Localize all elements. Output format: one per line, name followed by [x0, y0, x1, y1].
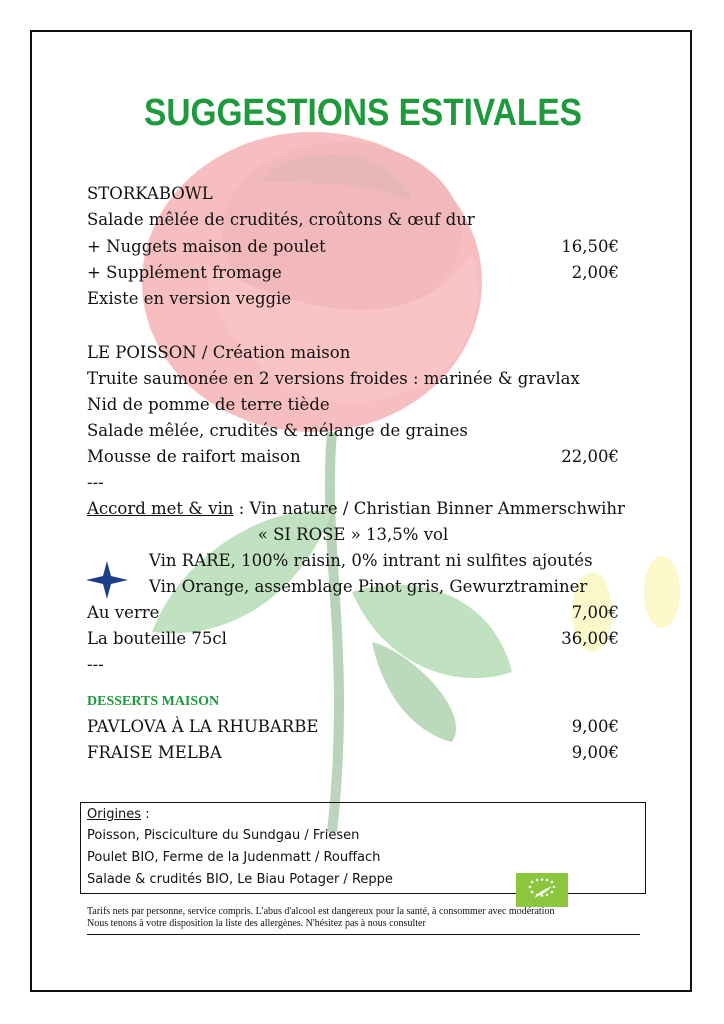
price: 22,00€ [561, 447, 619, 466]
poisson-line-4: Mousse de raifort maison 22,00€ [87, 444, 619, 470]
storkabowl-veggie-note: Existe en version veggie [87, 289, 292, 308]
price: 9,00€ [571, 717, 619, 736]
footer-note-1: Tarifs nets par personne, service compris. L'abus d'alcool est dangereux pour la santé, à consommer avec modération [87, 906, 555, 917]
poisson-line-1: Truite saumonée en 2 versions froides : marinée & gravlax [87, 369, 580, 388]
storkabowl-option-nuggets: + Nuggets maison de poulet 16,50€ [87, 234, 619, 260]
price: 2,00€ [571, 263, 619, 282]
price: 36,00€ [561, 629, 619, 648]
storkabowl-heading: STORKABOWL [87, 184, 213, 203]
origins-line-2: Poulet BIO, Ferme de la Judenmatt / Rouffach [87, 850, 381, 865]
price: 16,50€ [561, 237, 619, 256]
price: 9,00€ [571, 743, 619, 762]
wine-description-1: Vin RARE, 100% raisin, 0% intrant ni sulfites ajoutés [149, 551, 593, 570]
wine-name: « SI ROSE » 13,5% vol [257, 525, 449, 544]
separator: --- [87, 655, 104, 674]
wine-glass: Au verre 7,00€ [87, 600, 619, 626]
separator: --- [87, 473, 104, 492]
wine-bottle: La bouteille 75cl 36,00€ [87, 626, 619, 652]
menu-page [30, 30, 692, 992]
origins-line-3: Salade & crudités BIO, Le Biau Potager / Reppe [87, 872, 393, 887]
accord-label: Accord met & vin [87, 499, 234, 518]
footer-divider [87, 934, 640, 935]
accord-line [87, 496, 625, 522]
desserts-heading: DESSERTS MAISON [87, 694, 220, 709]
origins-line-1: Poisson, Pisciculture du Sundgau / Friesen [87, 828, 360, 843]
origins-heading: Origines : [87, 807, 150, 822]
eu-organic-logo-icon [516, 873, 568, 907]
poisson-line-2: Nid de pomme de terre tiède [87, 395, 330, 414]
storkabowl-option-cheese: + Supplément fromage 2,00€ [87, 260, 619, 286]
poisson-heading: LE POISSON / Création maison [87, 343, 351, 362]
accord-rest: : Vin nature / Christian Binner Ammerschwihr [233, 499, 625, 518]
wine-description-2: Vin Orange, assemblage Pinot gris, Gewurztraminer [149, 577, 588, 596]
dessert-item-pavlova: PAVLOVA À LA RHUBARBE 9,00€ [87, 714, 619, 740]
dessert-item-fraise-melba: FRAISE MELBA 9,00€ [87, 740, 619, 766]
footer-note-2: Nous tenons à votre disposition la liste des allergènes. N'hésitez pas à nous consulter [87, 918, 426, 929]
storkabowl-description: Salade mêlée de crudités, croûtons & œuf dur [87, 210, 475, 229]
poisson-line-3: Salade mêlée, crudités & mélange de graines [87, 421, 468, 440]
menu-title: SUGGESTIONS ESTIVALES [144, 92, 582, 134]
price: 7,00€ [571, 603, 619, 622]
